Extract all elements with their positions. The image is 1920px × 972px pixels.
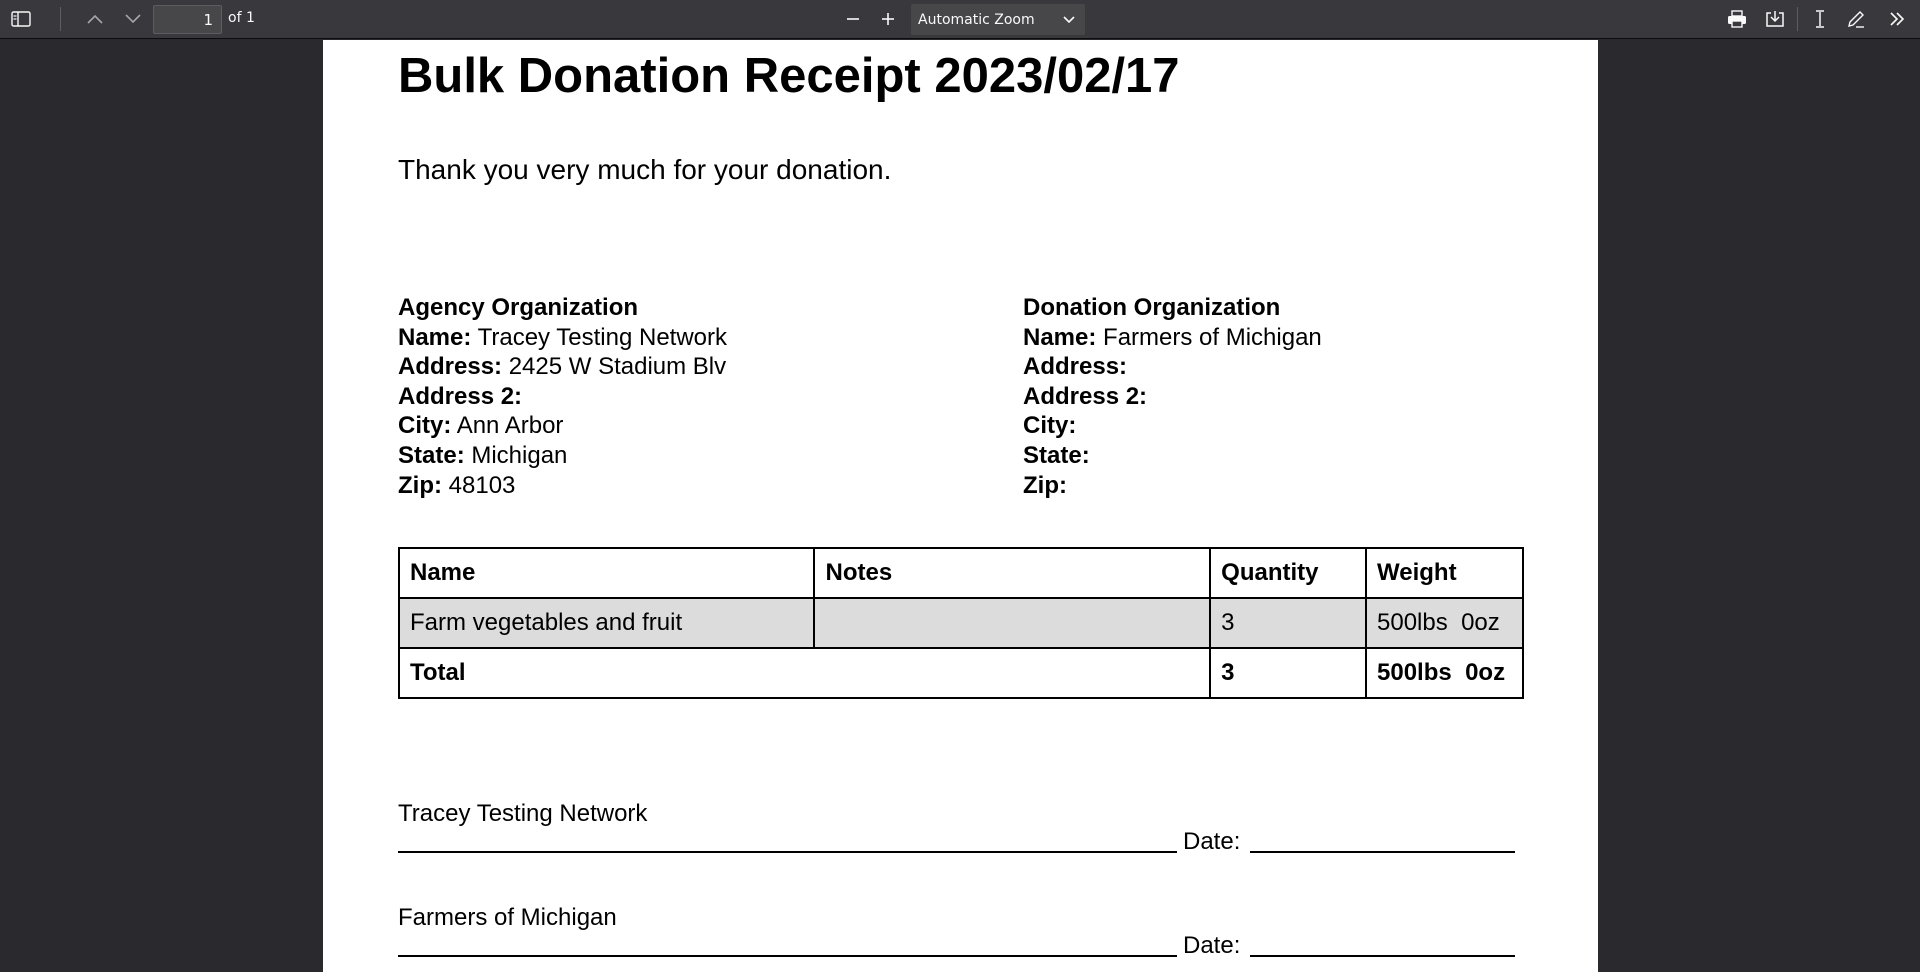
item-name-cell: Farm vegetables and fruit [399,598,814,648]
donor-name: Farmers of Michigan [1103,323,1322,351]
donation-items-table [398,547,1524,699]
signature-date-label: Date: [1183,828,1241,855]
signature-donor-name: Farmers of Michigan [398,904,617,931]
page-count: of 1 [228,10,255,26]
draw-icon[interactable] [1841,5,1871,33]
agency-organization-block [398,293,727,500]
agency-address: 2425 W Stadium Blv [508,353,727,381]
donor-address-label: Address: [1023,353,1128,381]
table-header-row [399,548,1523,598]
previous-page-icon[interactable] [80,5,110,33]
column-header-name: Name [399,548,814,598]
donor-heading: Donation Organization [1023,294,1281,321]
agency-city: Ann Arbor [456,412,564,440]
next-page-icon[interactable] [118,5,148,33]
donor-state-label: State: [1023,441,1090,469]
signature-line [398,851,1177,853]
receipt-title: Bulk Donation Receipt 2023/02/17 [398,49,1180,103]
table-row [399,598,1523,648]
agency-city-label: City: [398,412,452,440]
more-tools-icon[interactable] [1882,5,1912,33]
agency-name: Tracey Testing Network [477,323,728,351]
total-weight-cell: 500lbs 0oz [1366,648,1523,698]
zoom-in-icon[interactable] [873,5,903,33]
agency-state: Michigan [471,441,568,469]
agency-state-label: State: [398,441,465,469]
total-label-cell: Total [399,648,1210,698]
item-weight-cell: 500lbs 0oz [1366,598,1523,648]
zoom-out-icon[interactable] [838,5,868,33]
toolbar-separator [1797,7,1798,31]
donor-address2-label: Address 2: [1023,382,1148,410]
table-total-row [399,648,1523,698]
donor-city-label: City: [1023,412,1077,440]
signature-date-line [1250,851,1515,853]
signature-line [398,955,1177,957]
chevron-down-icon [1062,13,1076,29]
agency-name-label: Name: [398,323,472,351]
thanks-message: Thank you very much for your donation. [398,154,892,185]
signature-date-line [1250,955,1515,957]
page-number-input[interactable] [153,5,222,34]
agency-address-label: Address: [398,353,503,381]
signature-agency-name: Tracey Testing Network [398,800,648,827]
sidebar-toggle-icon[interactable] [6,5,36,33]
column-header-quantity: Quantity [1210,548,1366,598]
text-select-icon[interactable] [1805,5,1835,33]
column-header-notes: Notes [814,548,1210,598]
toolbar-separator [60,7,61,31]
signature-date-label: Date: [1183,932,1241,959]
save-icon[interactable] [1760,5,1790,33]
donor-zip-label: Zip: [1023,471,1067,499]
agency-heading: Agency Organization [398,294,639,321]
agency-address2-label: Address 2: [398,382,523,410]
total-quantity-cell: 3 [1210,648,1366,698]
donor-name-label: Name: [1023,323,1097,351]
pdf-page [323,40,1598,972]
item-quantity-cell: 3 [1210,598,1366,648]
agency-zip-label: Zip: [398,471,442,499]
agency-zip: 48103 [448,471,516,499]
zoom-select-value: Automatic Zoom [918,11,1035,28]
donation-organization-block [1023,293,1322,500]
zoom-select[interactable] [911,4,1085,35]
column-header-weight: Weight [1366,548,1523,598]
print-icon[interactable] [1722,5,1752,33]
item-notes-cell [814,598,1210,648]
pdf-toolbar [0,0,1920,39]
